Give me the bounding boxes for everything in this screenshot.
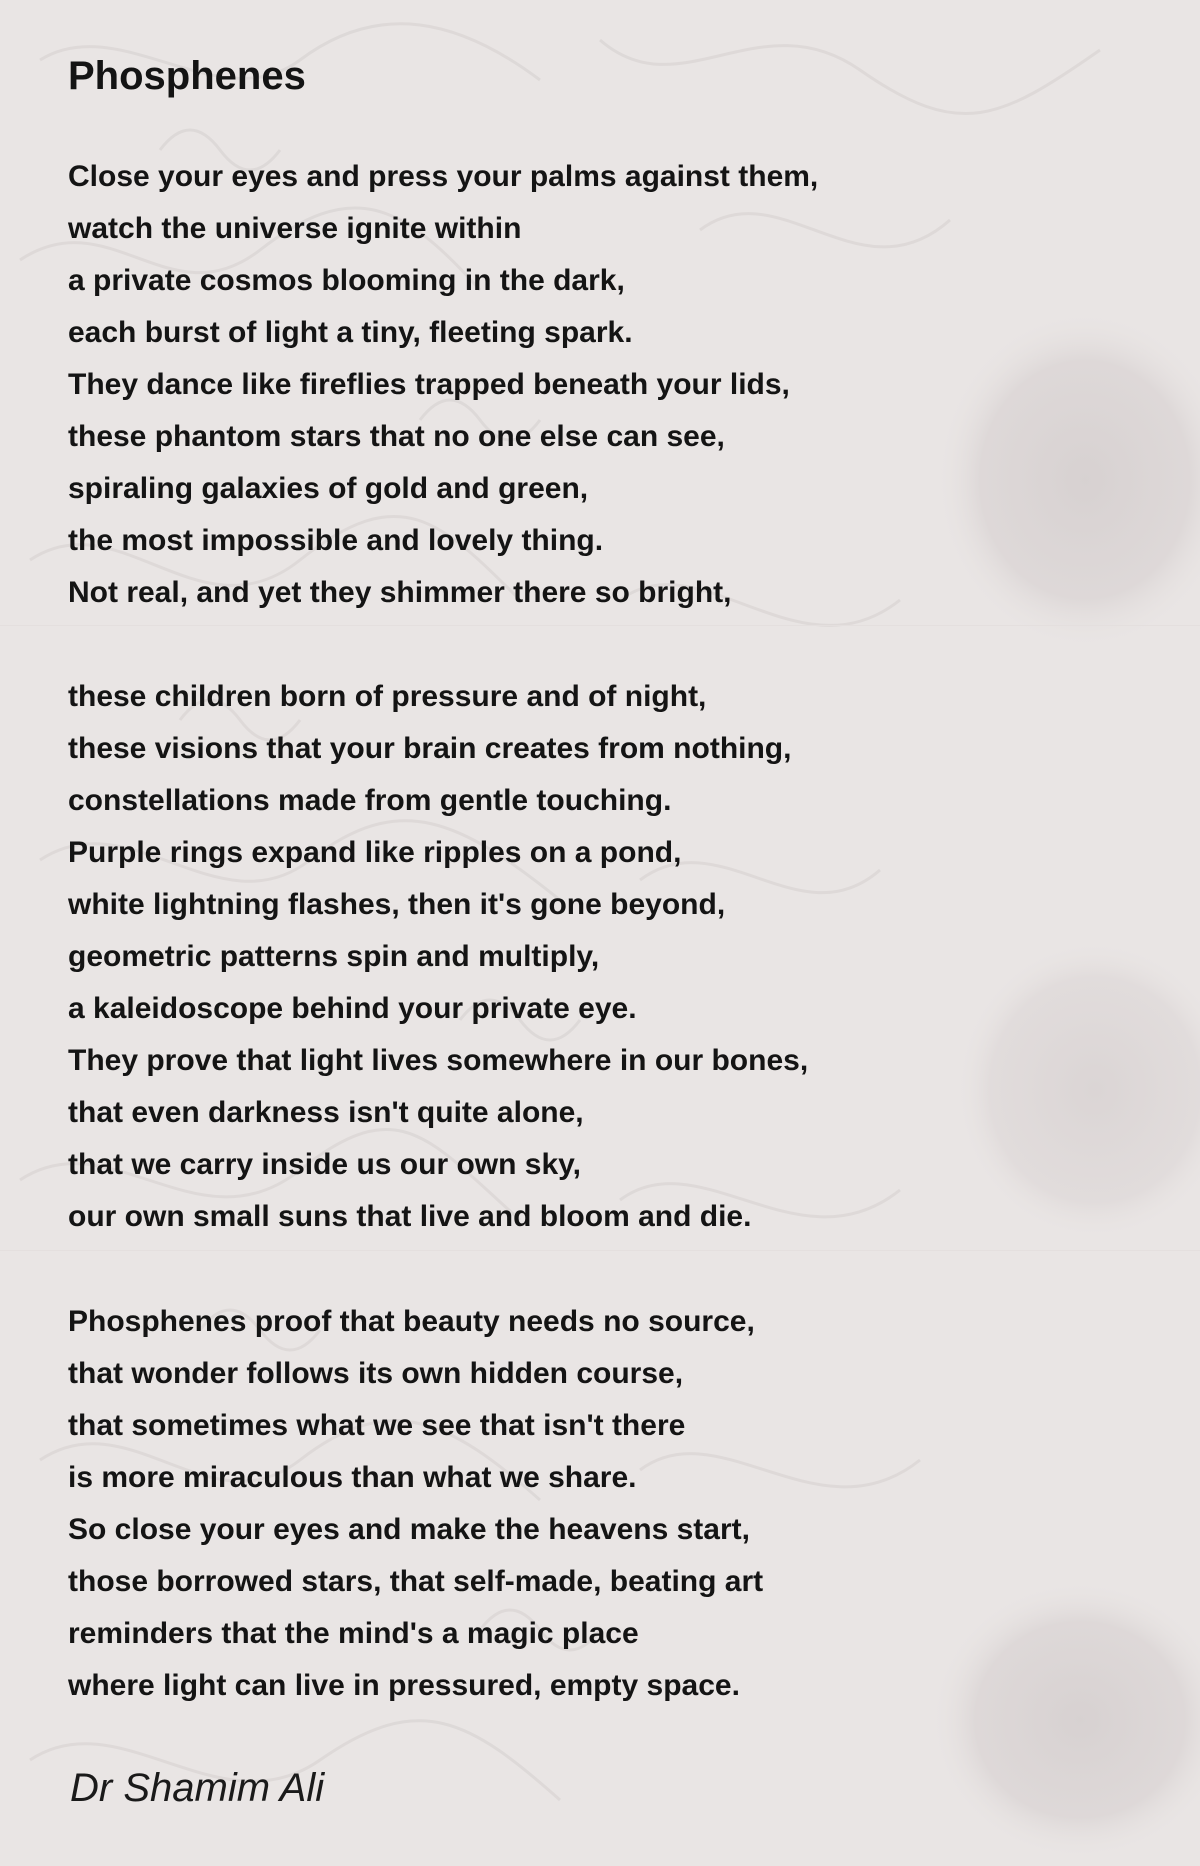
poem-line: a private cosmos blooming in the dark, [68,264,625,297]
poem-line: They prove that light lives somewhere in our bones, [68,1044,809,1077]
poem-line: constellations made from gentle touching. [68,784,672,817]
poem-line: our own small suns that live and bloom and die. [68,1200,752,1233]
author-name: Dr Shamim Ali [70,1766,325,1810]
poem-line: that sometimes what we see that isn't there [68,1409,686,1442]
poem-line: each burst of light a tiny, fleeting spark. [68,316,633,349]
ink-stain [935,310,1200,650]
poem-line: those borrowed stars, that self-made, beating art [68,1565,764,1598]
poem-line: Purple rings expand like ripples on a pond, [68,836,682,869]
stanza-1 [68,151,818,619]
poem-line: these phantom stars that no one else can see, [68,420,725,453]
poem-line: Close your eyes and press your palms against them, [68,160,819,193]
poem-line: that we carry inside us our own sky, [68,1148,581,1181]
stanza-2 [68,671,808,1243]
seam-line [0,1250,1200,1251]
poem-line: that even darkness isn't quite alone, [68,1096,584,1129]
poem-title: Phosphenes [68,54,306,98]
poem-line: white lightning flashes, then it's gone beyond, [68,888,726,921]
poem-line: geometric patterns spin and multiply, [68,940,600,973]
poem-line: the most impossible and lovely thing. [68,524,604,557]
poem-line: They dance like fireflies trapped beneath your lids, [68,368,790,401]
poem-line: spiraling galaxies of gold and green, [68,472,589,505]
poem-line: a kaleidoscope behind your private eye. [68,992,637,1025]
poem-line: these children born of pressure and of night, [68,680,707,713]
poem-line: So close your eyes and make the heavens start, [68,1513,750,1546]
poem-line: where light can live in pressured, empty space. [68,1669,740,1702]
poem-line: is more miraculous than what we share. [68,1461,637,1494]
poem-line: watch the universe ignite within [68,212,522,245]
poem-line: Phosphenes proof that beauty needs no source, [68,1305,755,1338]
poem-line: Not real, and yet they shimmer there so bright, [68,576,732,609]
stanza-3 [68,1296,763,1712]
poem-line: that wonder follows its own hidden course, [68,1357,684,1390]
poem-line: these visions that your brain creates from nothing, [68,732,792,765]
ink-stain [955,940,1200,1240]
seam-line [0,625,1200,626]
poem-line: reminders that the mind's a magic place [68,1617,639,1650]
ink-stain [930,1580,1200,1860]
